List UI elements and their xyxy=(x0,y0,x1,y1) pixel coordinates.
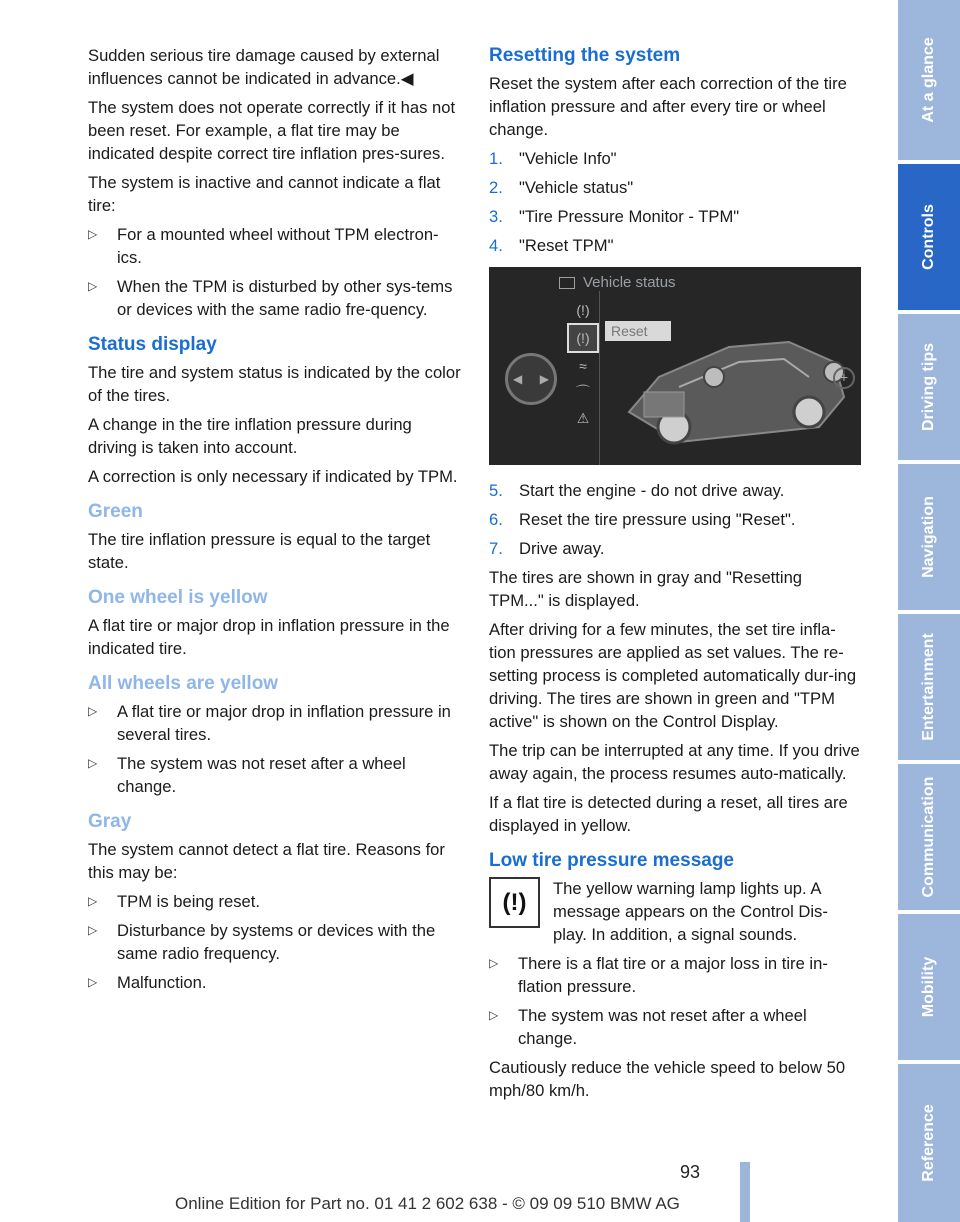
list-item: ▷ For a mounted wheel without TPM electron-ics. xyxy=(88,225,439,267)
subsection-heading: One wheel is yellow xyxy=(88,587,268,608)
tab-controls[interactable]: Controls xyxy=(898,164,960,310)
tab-navigation[interactable]: Navigation xyxy=(898,464,960,610)
paragraph: The system cannot detect a flat tire. Reasons for this may be: xyxy=(88,840,445,882)
tab-entertainment[interactable]: Entertainment xyxy=(898,614,960,760)
paragraph: The tire and system status is indicated by the color of the tires. xyxy=(88,363,461,405)
section-heading: Low tire pressure message xyxy=(489,850,734,871)
list-item: ▷ Disturbance by systems or devices with the same radio frequency. xyxy=(88,921,436,963)
page-marker xyxy=(740,1162,750,1222)
list-item: ▷ The system was not reset after a wheel change. xyxy=(88,754,406,796)
paragraph: The trip can be interrupted at any time. If you drive away again, the process resumes auto-matically. xyxy=(489,741,860,783)
chapter-sidebar xyxy=(898,0,960,1222)
section-heading: Status display xyxy=(88,334,217,355)
warning-block xyxy=(489,877,861,946)
paragraph: After driving for a few minutes, the set tire infla-tion pressures are applied as set values. The re-setting process is completed automatically dur-ing driving. The tires are shown in green and "TPM active" is shown on the Control Display. xyxy=(489,620,857,731)
car-chassis-illustration xyxy=(619,317,849,457)
bullet-triangle-icon: ▷ xyxy=(489,956,499,970)
bullet-triangle-icon: ▷ xyxy=(88,227,98,241)
tab-at-a-glance[interactable]: At a glance xyxy=(898,0,960,160)
step-item: 3. "Tire Pressure Monitor - TPM" xyxy=(489,207,740,226)
tire-reset-icon: (!) xyxy=(567,323,599,353)
paragraph: Reset the system after each correction of the tire inflation pressure and after every tire or wheel change. xyxy=(489,74,847,139)
bullet-triangle-icon: ▷ xyxy=(489,1008,499,1022)
tab-communication[interactable]: Communication xyxy=(898,764,960,910)
vehicle-status-icon xyxy=(559,277,575,289)
divider xyxy=(599,291,600,465)
list-item: ▷ A flat tire or major drop in inflation pressure in several tires. xyxy=(88,702,451,744)
list-item: ▷ There is a flat tire or a major loss in tire in-flation pressure. xyxy=(489,954,828,996)
tab-driving-tips[interactable]: Driving tips xyxy=(898,314,960,460)
list-item: ▷ The system was not reset after a wheel change. xyxy=(489,1006,807,1048)
subsection-heading: All wheels are yellow xyxy=(88,673,279,694)
paragraph: A change in the tire inflation pressure during driving is taken into account. xyxy=(88,415,412,457)
step-item: 2. "Vehicle status" xyxy=(489,178,634,197)
paragraph: If a flat tire is detected during a reset, all tires are displayed in yellow. xyxy=(489,793,848,835)
list-item: ▷ When the TPM is disturbed by other sys-tems or devices with the same radio fre-quency. xyxy=(88,277,453,319)
tab-reference[interactable]: Reference xyxy=(898,1064,960,1222)
bullet-triangle-icon: ▷ xyxy=(88,279,98,293)
right-column xyxy=(489,44,861,1108)
screen-title: Vehicle status xyxy=(559,271,676,294)
paragraph: Cautiously reduce the vehicle speed to below 50 mph/80 km/h. xyxy=(489,1058,846,1100)
warning-text: The yellow warning lamp lights up. A message appears on the Control Dis-play. In addition, a signal sounds. xyxy=(553,879,828,944)
page-number: 93 xyxy=(680,1162,701,1182)
tab-mobility[interactable]: Mobility xyxy=(898,914,960,1060)
paragraph: A flat tire or major drop in inflation pressure in the indicated tire. xyxy=(88,616,450,658)
controller-knob-icon: ◀ ▶ xyxy=(505,353,557,405)
section-heading: Resetting the system xyxy=(489,45,681,66)
menu-icon-column xyxy=(567,297,599,431)
list-item: ▷ Malfunction. xyxy=(88,973,207,992)
bullet-triangle-icon: ▷ xyxy=(88,894,98,908)
bullet-triangle-icon: ▷ xyxy=(88,923,98,937)
list-item: ▷ TPM is being reset. xyxy=(88,892,260,911)
paragraph: A correction is only necessary if indicated by TPM. xyxy=(88,467,458,486)
bullet-triangle-icon: ▷ xyxy=(88,704,98,718)
step-item: 1. "Vehicle Info" xyxy=(489,149,617,168)
car-service-icon: ⌒ xyxy=(576,384,590,400)
zoom-plus-icon: + xyxy=(833,367,855,389)
step-item: 4. "Reset TPM" xyxy=(489,236,614,255)
reset-button: Reset xyxy=(605,321,671,341)
oil-icon: ≈ xyxy=(579,358,587,374)
bullet-triangle-icon: ▷ xyxy=(88,756,98,770)
step-item: 6. Reset the tire pressure using "Reset". xyxy=(489,510,796,529)
paragraph: The system is inactive and cannot indicate a flat tire: xyxy=(88,173,441,215)
tire-pressure-warning-icon: (!) xyxy=(489,877,540,928)
paragraph: Sudden serious tire damage caused by external influences cannot be indicated in advance.◀ xyxy=(88,46,440,88)
step-item: 7. Drive away. xyxy=(489,539,605,558)
paragraph: The tire inflation pressure is equal to the target state. xyxy=(88,530,431,572)
footer-text: Online Edition for Part no. 01 41 2 602 638 - © 09 09 510 BMW AG xyxy=(175,1194,680,1213)
control-display-screenshot xyxy=(489,267,861,465)
left-column xyxy=(88,44,463,1000)
bullet-triangle-icon: ▷ xyxy=(88,975,98,989)
paragraph: The tires are shown in gray and "Resetting TPM..." is displayed. xyxy=(489,568,803,610)
paragraph: The system does not operate correctly if it has not been reset. For example, a flat tire may be indicated despite correct tire inflation pres-sures. xyxy=(88,98,456,163)
subsection-heading: Green xyxy=(88,501,143,522)
tire-pressure-icon: (!) xyxy=(576,302,590,318)
step-item: 5. Start the engine - do not drive away. xyxy=(489,481,785,500)
subsection-heading: Gray xyxy=(88,811,132,832)
warning-triangle-icon: ⚠ xyxy=(576,410,590,426)
